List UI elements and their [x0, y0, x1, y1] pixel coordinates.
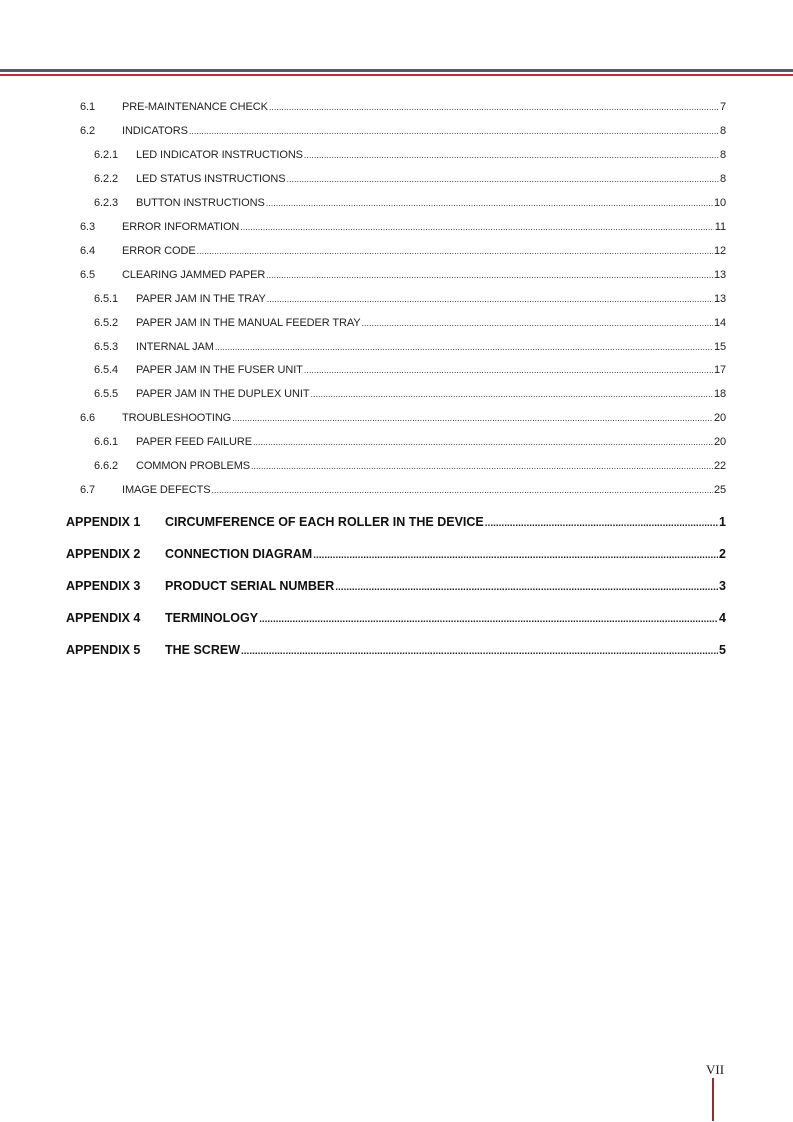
toc-entry-page: 15: [713, 341, 726, 353]
toc-entry-page: 8: [719, 173, 726, 185]
toc-entry-number: 6.5.2: [94, 317, 118, 329]
appendix-title: CIRCUMFERENCE OF EACH ROLLER IN THE DEVICE: [165, 515, 484, 529]
toc-leader-dots: [485, 518, 718, 529]
toc-entry-page: 20: [713, 436, 726, 448]
toc-entry[interactable]: [94, 173, 726, 185]
appendix-page: 5: [719, 643, 726, 657]
toc-entry-title: COMMON PROBLEMS: [136, 460, 251, 472]
toc-appendix-entry[interactable]: [66, 547, 726, 561]
toc-entry-number: 6.6.1: [94, 436, 118, 448]
toc-entry-page: 7: [719, 101, 726, 113]
toc-entry-number: 6.3: [80, 221, 95, 233]
footer-accent-bar: [712, 1078, 714, 1121]
toc-entry-title: IMAGE DEFECTS: [122, 484, 211, 496]
page-number: VII: [706, 1062, 725, 1077]
toc-leader-dots: [313, 550, 718, 561]
toc-entry-title: ERROR INFORMATION: [122, 221, 240, 233]
toc-entry-page: 11: [714, 221, 726, 233]
appendix-number: APPENDIX 3: [66, 579, 141, 593]
toc-entry-title: PAPER JAM IN THE DUPLEX UNIT: [136, 388, 310, 400]
toc-entry-number: 6.5.4: [94, 364, 118, 376]
appendix-page: 1: [719, 515, 726, 529]
appendix-title: CONNECTION DIAGRAM: [165, 547, 313, 561]
toc-entry[interactable]: [94, 197, 726, 209]
toc-entry[interactable]: [94, 364, 726, 376]
toc-entry-title: PRE-MAINTENANCE CHECK: [122, 101, 268, 113]
toc-entry[interactable]: [80, 412, 726, 424]
toc-entry-title: TROUBLESHOOTING: [122, 412, 232, 424]
toc-entry-page: 17: [713, 364, 726, 376]
toc-appendix-entry[interactable]: [66, 515, 726, 529]
toc-entry-page: 8: [719, 125, 726, 137]
toc-leader-dots: [269, 102, 719, 112]
toc-entry-number: 6.6.2: [94, 460, 118, 472]
toc-leader-dots: [253, 437, 713, 447]
appendix-page: 3: [719, 579, 726, 593]
toc-entry-page: 18: [713, 388, 726, 400]
toc-entry-page: 13: [713, 269, 726, 281]
toc-entry-title: CLEARING JAMMED PAPER: [122, 269, 266, 281]
toc-leader-dots: [362, 318, 713, 328]
toc-entry-title: ERROR CODE: [122, 245, 196, 257]
toc-leader-dots: [215, 342, 713, 352]
appendix-page: 4: [719, 611, 726, 625]
toc-entry[interactable]: [94, 149, 726, 161]
toc-leader-dots: [212, 485, 713, 495]
toc-entry-number: 6.2.2: [94, 173, 118, 185]
toc-leader-dots: [335, 582, 718, 593]
toc-entry-title: PAPER JAM IN THE TRAY: [136, 293, 266, 305]
appendix-number: APPENDIX 5: [66, 643, 141, 657]
toc-entry-number: 6.2.3: [94, 197, 118, 209]
toc-entry-page: 12: [713, 245, 726, 257]
toc-leader-dots: [197, 246, 713, 256]
toc-entry-title: PAPER JAM IN THE FUSER UNIT: [136, 364, 303, 376]
toc-appendix-entry[interactable]: [66, 643, 726, 657]
toc-entry[interactable]: [94, 460, 726, 472]
toc-entry-title: PAPER FEED FAILURE: [136, 436, 252, 448]
toc-appendix-entry[interactable]: [66, 611, 726, 625]
toc-entry[interactable]: [94, 436, 726, 448]
toc-entry[interactable]: [94, 388, 726, 400]
toc-leader-dots: [232, 413, 713, 423]
toc-entry-number: 6.5.5: [94, 388, 118, 400]
toc-entry[interactable]: [80, 221, 726, 233]
toc-entry[interactable]: [80, 484, 726, 496]
toc-entry[interactable]: [94, 341, 726, 353]
appendix-title: TERMINOLOGY: [165, 611, 259, 625]
toc-entry-number: 6.2.1: [94, 149, 118, 161]
toc-entry-title: LED INDICATOR INSTRUCTIONS: [136, 149, 303, 161]
toc-entry-title: INDICATORS: [122, 125, 188, 137]
toc-leader-dots: [266, 270, 713, 280]
toc-entry[interactable]: [80, 125, 726, 137]
toc-entry-number: 6.5.1: [94, 293, 118, 305]
toc-entry[interactable]: [80, 245, 726, 257]
toc-entry-page: 25: [713, 484, 726, 496]
toc-entry-title: INTERNAL JAM: [136, 341, 214, 353]
toc-entry-page: 20: [713, 412, 726, 424]
toc-entry-page: 8: [719, 149, 726, 161]
toc-leader-dots: [266, 198, 713, 208]
toc-entry-number: 6.2: [80, 125, 95, 137]
toc-entry-page: 22: [713, 460, 726, 472]
appendix-number: APPENDIX 1: [66, 515, 141, 529]
toc-leader-dots: [189, 126, 719, 136]
toc-entry-title: PAPER JAM IN THE MANUAL FEEDER TRAY: [136, 317, 361, 329]
appendix-number: APPENDIX 2: [66, 547, 141, 561]
appendix-title: PRODUCT SERIAL NUMBER: [165, 579, 335, 593]
toc-entry[interactable]: [94, 317, 726, 329]
header-rule-accent: [0, 74, 793, 76]
toc-entry-number: 6.4: [80, 245, 95, 257]
toc-leader-dots: [259, 614, 718, 625]
toc-appendix-entry[interactable]: [66, 579, 726, 593]
toc-leader-dots: [310, 389, 713, 399]
toc-leader-dots: [241, 646, 718, 657]
appendix-title: THE SCREW: [165, 643, 240, 657]
toc-entry-number: 6.1: [80, 101, 95, 113]
toc-entry-page: 14: [713, 317, 726, 329]
toc-entry-number: 6.6: [80, 412, 95, 424]
toc-leader-dots: [267, 294, 713, 304]
toc-entry[interactable]: [80, 101, 726, 113]
toc-leader-dots: [286, 174, 718, 184]
toc-entry[interactable]: [80, 269, 726, 281]
toc-leader-dots: [251, 461, 713, 471]
toc-entry-number: 6.5: [80, 269, 95, 281]
toc-entry-title: LED STATUS INSTRUCTIONS: [136, 173, 286, 185]
toc-entry[interactable]: [94, 293, 726, 305]
toc-leader-dots: [240, 222, 714, 232]
toc-entry-page: 10: [713, 197, 726, 209]
toc-leader-dots: [304, 365, 713, 375]
appendix-number: APPENDIX 4: [66, 611, 141, 625]
toc-entry-page: 13: [713, 293, 726, 305]
header-rule-gap: [0, 72, 793, 73]
appendix-page: 2: [719, 547, 726, 561]
toc-leader-dots: [304, 150, 719, 160]
toc-entry-number: 6.7: [80, 484, 95, 496]
toc-entry-title: BUTTON INSTRUCTIONS: [136, 197, 265, 209]
toc-entry-number: 6.5.3: [94, 341, 118, 353]
